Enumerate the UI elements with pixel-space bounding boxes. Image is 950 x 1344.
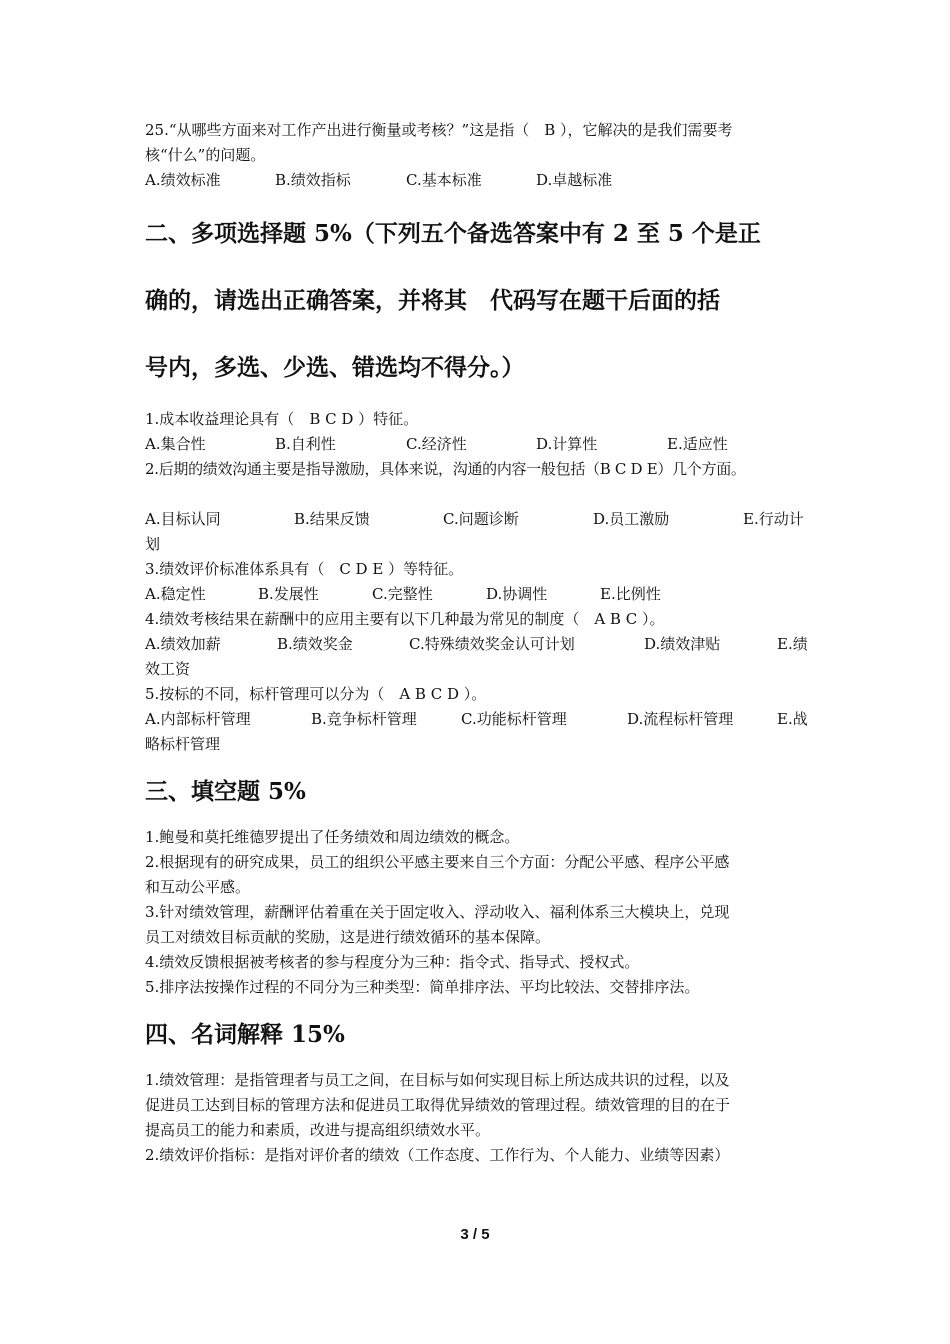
s2-q3-stem: 3.绩效评价标准体系具有（ C D E ）等特征。 <box>145 560 464 578</box>
s2-q2-option-d: D.员工激励 <box>593 510 670 528</box>
s2-q1-option-b: B.自利性 <box>275 435 336 453</box>
s2-q2-option-c: C.问题诊断 <box>443 510 519 528</box>
s2-q1-options <box>145 432 817 457</box>
s2-q5-stem: 5.按标的不同，标杆管理可以分为（ A B C D ）。 <box>145 685 487 703</box>
s2-q1-option-e: E.适应性 <box>667 435 728 453</box>
s2-q3-option-d: D.协调性 <box>486 585 548 603</box>
s3-line: 2.根据现有的研究成果，员工的组织公平感主要来自三个方面：分配公平感、程序公平感 <box>145 853 730 871</box>
s2-q3-option-e: E.比例性 <box>600 585 661 603</box>
s2-q5-option-c: C.功能标杆管理 <box>461 710 567 728</box>
s3-line: 员工对绩效目标贡献的奖励，这是进行绩效循环的基本保障。 <box>145 928 551 946</box>
s3-line: 和互动公平感。 <box>145 878 251 896</box>
s2-q4-option-b: B.绩效奖金 <box>277 635 353 653</box>
section2-heading-line2: 确的，请选出正确答案，并将其 代码写在题干后面的括 <box>145 287 720 314</box>
s2-q5-option-e-tail: 略标杆管理 <box>145 735 221 753</box>
s3-line: 5.排序法按操作过程的不同分为三种类型：简单排序法、平均比较法、交替排序法。 <box>145 978 700 996</box>
s2-q3-option-a: A.稳定性 <box>145 585 206 603</box>
s3-line: 3.针对绩效管理，薪酬评估着重在关于固定收入、浮动收入、福利体系三大模块上，兑现 <box>145 903 730 921</box>
s2-q4-option-c: C.特殊绩效奖金认可计划 <box>409 635 575 653</box>
section2-heading <box>145 200 817 401</box>
s2-q5-options <box>145 707 817 732</box>
s4-line: 促进员工达到目标的管理方法和促进员工取得优异绩效的管理过程。绩效管理的目的在于 <box>145 1096 731 1114</box>
q25-option-d: D.卓越标准 <box>536 171 613 189</box>
q25-options <box>145 168 817 193</box>
s2-q4-option-e: E.绩 <box>777 635 808 653</box>
s2-q2-option-e-tail: 划 <box>145 535 161 553</box>
s2-q1-option-a: A.集合性 <box>145 435 206 453</box>
section4-heading: 四、名词解释 15% <box>145 1021 345 1048</box>
s2-q2-option-b: B.结果反馈 <box>294 510 370 528</box>
q25-option-b: B.绩效指标 <box>275 171 351 189</box>
s3-line: 4.绩效反馈根据被考核者的参与程度分为三种：指令式、指导式、授权式。 <box>145 953 640 971</box>
s2-q1-option-c: C.经济性 <box>406 435 467 453</box>
s2-q2-option-a: A.目标认同 <box>145 510 221 528</box>
section2-heading-line1: 二、多项选择题 5%（下列五个备选答案中有 2 至 5 个是正 <box>145 220 761 247</box>
s4-line: 提高员工的能力和素质，改进与提高组织绩效水平。 <box>145 1121 491 1139</box>
s2-q4-option-a: A.绩效加薪 <box>145 635 221 653</box>
s4-line: 1.绩效管理：是指管理者与员工之间，在目标与如何实现目标上所达成共识的过程，以及 <box>145 1071 730 1089</box>
s4-line: 2.绩效评价指标：是指对评价者的绩效（工作态度、工作行为、个人能力、业绩等因素） <box>145 1146 730 1164</box>
s2-q5-option-d: D.流程标杆管理 <box>627 710 734 728</box>
q25-stem-line1: 25.“从哪些方面来对工作产出进行衡量或考核？”这是指（ B ），它解决的是我们需要考 <box>145 121 733 139</box>
s2-q2-stem: 2.后期的绩效沟通主要是指导激励，具体来说，沟通的内容一般包括（B C D E）几个方面。 <box>145 460 746 478</box>
s2-q1-stem: 1.成本收益理论具有（ B C D ）特征。 <box>145 410 419 428</box>
s2-q2-options <box>145 507 817 532</box>
s2-q1-option-d: D.计算性 <box>536 435 598 453</box>
s2-q3-option-b: B.发展性 <box>258 585 319 603</box>
page-number: 3 / 5 <box>460 1226 490 1243</box>
s2-q5-option-b: B.竞争标杆管理 <box>311 710 417 728</box>
s2-q5-option-e: E.战 <box>777 710 808 728</box>
document-page <box>145 118 817 1168</box>
s2-q4-options <box>145 632 817 657</box>
section2-heading-line3: 号内，多选、少选、错选均不得分。） <box>145 354 525 381</box>
s2-q4-option-e-tail: 效工资 <box>145 660 191 678</box>
q25-option-c: C.基本标准 <box>406 171 482 189</box>
s2-q4-option-d: D.绩效津贴 <box>644 635 721 653</box>
s2-q2-option-e: E.行动计 <box>743 510 804 528</box>
s2-q3-options <box>145 582 817 607</box>
s2-q5-option-a: A.内部标杆管理 <box>145 710 251 728</box>
s3-line: 1.鲍曼和莫托维德罗提出了任务绩效和周边绩效的概念。 <box>145 828 520 846</box>
blank-line <box>145 482 817 507</box>
q25-option-a: A.绩效标准 <box>145 171 221 189</box>
s2-q3-option-c: C.完整性 <box>372 585 433 603</box>
q25-stem-line2: 核“什么”的问题。 <box>145 146 266 164</box>
s2-q4-stem: 4.绩效考核结果在薪酬中的应用主要有以下几种最为常见的制度（ A B C ）。 <box>145 610 665 628</box>
section3-heading: 三、填空题 5% <box>145 778 306 805</box>
